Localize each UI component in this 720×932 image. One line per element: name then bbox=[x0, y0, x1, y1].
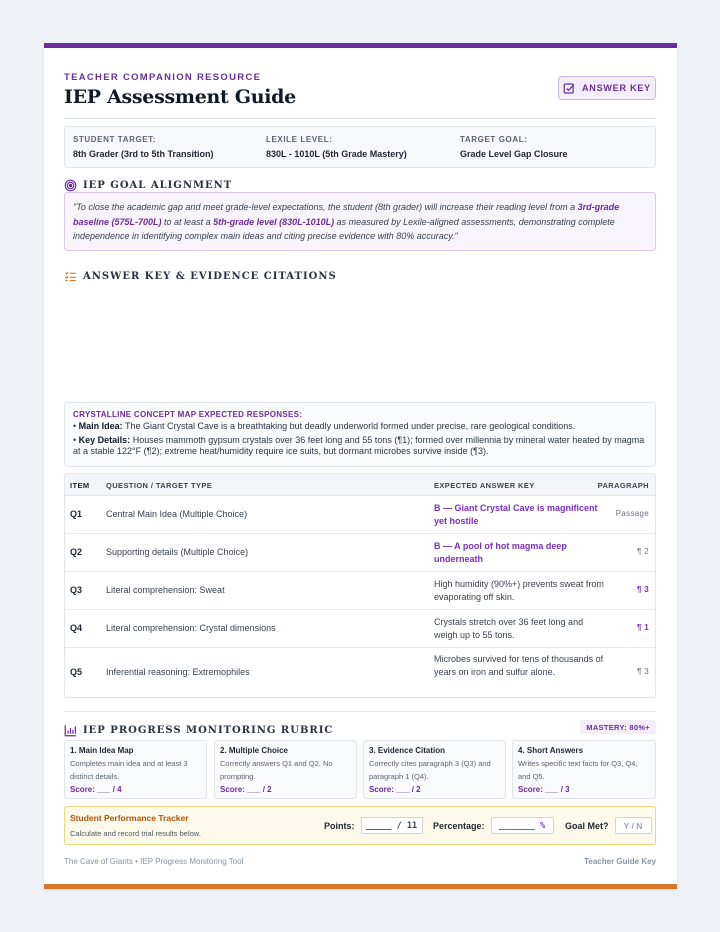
rubric-card-description: Correctly cites paragraph 3 (Q3) and paragraph 1 (Q4). bbox=[369, 759, 491, 781]
goal-text: to at least a bbox=[161, 216, 214, 227]
rubric-card-score[interactable]: Score: ___ / 4 bbox=[70, 785, 122, 794]
header-divider bbox=[64, 118, 656, 119]
points-input[interactable]: _____ / 11 bbox=[361, 817, 423, 834]
rubric-card-score[interactable]: Score: ___ / 2 bbox=[369, 785, 421, 794]
student-target-label: STUDENT TARGET: bbox=[73, 135, 157, 144]
row-question: Inferential reasoning: Extremophiles bbox=[106, 667, 250, 677]
concept-map-responses bbox=[64, 402, 656, 467]
rubric-card-title: 1. Main Idea Map bbox=[70, 746, 134, 755]
target-goal bbox=[460, 135, 568, 159]
rubric-card-title: 2. Multiple Choice bbox=[220, 746, 289, 755]
guide-page bbox=[44, 43, 677, 889]
row-item: Q5 bbox=[70, 667, 83, 677]
checkbox-edit-icon bbox=[563, 82, 576, 95]
checklist-icon bbox=[64, 270, 77, 283]
row-answer: High humidity (90%+) prevents sweat from evaporating off skin. bbox=[434, 579, 604, 602]
student-target-value: 8th Grader (3rd to 5th Transition) bbox=[73, 149, 214, 159]
mastery-badge: MASTERY: 80%+ bbox=[580, 720, 656, 734]
row-answer: B — A pool of hot magma deep underneath bbox=[434, 541, 567, 564]
answer-key-button[interactable] bbox=[558, 76, 656, 100]
row-paragraph: ¶ 1 bbox=[636, 623, 649, 632]
row-item: Q3 bbox=[70, 585, 83, 595]
eyebrow-label: TEACHER COMPANION RESOURCE bbox=[64, 72, 262, 83]
target-goal-label: TARGET GOAL: bbox=[460, 135, 528, 144]
rubric-card bbox=[512, 740, 656, 799]
table-row bbox=[65, 496, 655, 534]
header-question: QUESTION / TARGET TYPE bbox=[106, 481, 213, 490]
rubric-card-description: Correctly answers Q1 and Q2. No prompting. bbox=[220, 759, 333, 781]
key-details-text: Houses mammoth gypsum crystals over 36 feet long and 55 tons (¶1); formed over millennia by mineral water heated by magma at a stable 122°F (¶2); extreme heat/humidity require ice suits, but dormant microbes survive inside (¶3). bbox=[73, 434, 645, 456]
tracker-title: Student Performance Tracker bbox=[70, 813, 189, 823]
percentage-label: Percentage: bbox=[433, 820, 485, 831]
rubric-card-title: 4. Short Answers bbox=[518, 746, 584, 755]
concept-map-title: CRYSTALLINE CONCEPT MAP EXPECTED RESPONSES: bbox=[73, 410, 303, 419]
rubric-card-title: 3. Evidence Citation bbox=[369, 746, 446, 755]
row-item: Q1 bbox=[70, 509, 83, 519]
answer-key-table bbox=[64, 473, 656, 698]
table-row bbox=[65, 572, 655, 610]
main-idea-label: Main Idea: bbox=[78, 421, 123, 431]
bar-chart-icon bbox=[64, 724, 77, 737]
row-paragraph: ¶ 2 bbox=[637, 547, 649, 556]
row-question: Central Main Idea (Multiple Choice) bbox=[106, 509, 248, 519]
points-label: Points: bbox=[324, 820, 355, 831]
row-item: Q4 bbox=[70, 623, 83, 633]
answer-key-label: ANSWER KEY bbox=[581, 83, 651, 93]
table-row bbox=[65, 534, 655, 572]
rubric-card-description: Writes specific text facts for Q3, Q4, and Q5. bbox=[518, 759, 638, 781]
row-answer: B — Giant Crystal Cave is magnificent yet hostile bbox=[434, 503, 598, 526]
header-answer: EXPECTED ANSWER KEY bbox=[434, 481, 535, 490]
rubric-card-score[interactable]: Score: ___ / 3 bbox=[518, 785, 570, 794]
answer-key-heading: ANSWER KEY & EVIDENCE CITATIONS bbox=[83, 271, 337, 282]
row-paragraph: ¶ 3 bbox=[637, 667, 649, 676]
row-item: Q2 bbox=[70, 547, 83, 557]
key-details-line: • Key Details: Houses mammoth gypsum crystals over 36 feet long and 55 tons (¶1); formed over millennia by mineral water heated by magma at a stable 122°F (¶2); extreme heat/humidity require ice suits, but dormant microbes survive inside (¶3). bbox=[73, 434, 645, 456]
header-item: ITEM bbox=[70, 481, 90, 490]
goal-target-level: 5th-grade level (830L-1010L) bbox=[213, 216, 335, 227]
row-question: Literal comprehension: Crystal dimensions bbox=[106, 623, 276, 633]
row-paragraph: Passage bbox=[615, 509, 649, 518]
goal-heading: IEP GOAL ALIGNMENT bbox=[83, 180, 233, 191]
goal-met-input[interactable]: Y / N bbox=[615, 817, 652, 834]
rubric-card bbox=[363, 740, 506, 799]
goal-text: as measured by Lexile-aligned assessments, demonstrating complete independence in identifying complex main ideas and citing precise evidence with 80% accuracy." bbox=[73, 216, 615, 241]
table-header bbox=[65, 474, 655, 496]
page-title: IEP Assessment Guide bbox=[64, 86, 296, 108]
footer-left: The Cave of Giants • IEP Progress Monitoring Tool bbox=[64, 857, 244, 866]
main-idea-text: The Giant Crystal Cave is a breathtaking but deadly underworld formed under precise, rare geological conditions. bbox=[122, 421, 576, 431]
goal-baseline: 3rd-grade baseline (575L-700L) bbox=[73, 202, 620, 227]
lexile-level-label: LEXILE LEVEL: bbox=[266, 135, 333, 144]
page-footer bbox=[64, 857, 656, 866]
main-idea-line: • Main Idea: The Giant Crystal Cave is a breathtaking but deadly underworld formed under precise, rare geological conditions. bbox=[73, 421, 576, 431]
header-paragraph: PARAGRAPH bbox=[597, 481, 649, 490]
rubric-divider bbox=[64, 711, 656, 712]
lexile-level bbox=[266, 135, 407, 159]
rubric-card bbox=[214, 740, 357, 799]
rubric-heading: IEP PROGRESS MONITORING RUBRIC bbox=[83, 725, 334, 736]
target-icon bbox=[64, 179, 77, 192]
percentage-field bbox=[433, 817, 554, 834]
rubric-card-score[interactable]: Score: ___ / 2 bbox=[220, 785, 272, 794]
row-paragraph: ¶ 3 bbox=[636, 585, 649, 594]
tracker-subtitle: Calculate and record trial results below. bbox=[70, 829, 201, 838]
table-row bbox=[65, 610, 655, 648]
goal-statement bbox=[64, 192, 656, 251]
rubric-section-heading bbox=[64, 724, 333, 737]
row-question: Literal comprehension: Sweat bbox=[106, 585, 225, 595]
table-row bbox=[65, 648, 655, 698]
row-answer: Microbes survived for tens of thousands of years on iron and sulfur alone. bbox=[434, 654, 604, 677]
row-answer: Crystals stretch over 36 feet long and weigh up to 55 tons. bbox=[434, 617, 584, 640]
lexile-level-value: 830L - 1010L (5th Grade Mastery) bbox=[266, 149, 407, 159]
footer-right: Teacher Guide Key bbox=[584, 857, 656, 866]
goal-met-field bbox=[565, 817, 652, 834]
goal-met-label: Goal Met? bbox=[565, 820, 609, 831]
key-details-label: Key Details: bbox=[78, 434, 131, 445]
rubric-card bbox=[64, 740, 207, 799]
rubric-card-description: Completes main idea and at least 3 distinct details. bbox=[70, 759, 188, 781]
row-question: Supporting details (Multiple Choice) bbox=[106, 547, 249, 557]
answer-key-section-heading bbox=[64, 270, 337, 283]
goal-section-heading bbox=[64, 179, 232, 192]
target-summary bbox=[64, 126, 656, 168]
points-field bbox=[324, 817, 423, 834]
percentage-input[interactable]: _______ % bbox=[491, 817, 554, 834]
goal-text: "To close the academic gap and meet grade-level expectations, the student (8th grader) will increase their reading level from a bbox=[73, 202, 578, 212]
student-target bbox=[73, 135, 214, 159]
target-goal-value: Grade Level Gap Closure bbox=[460, 149, 568, 159]
performance-tracker bbox=[64, 806, 656, 845]
